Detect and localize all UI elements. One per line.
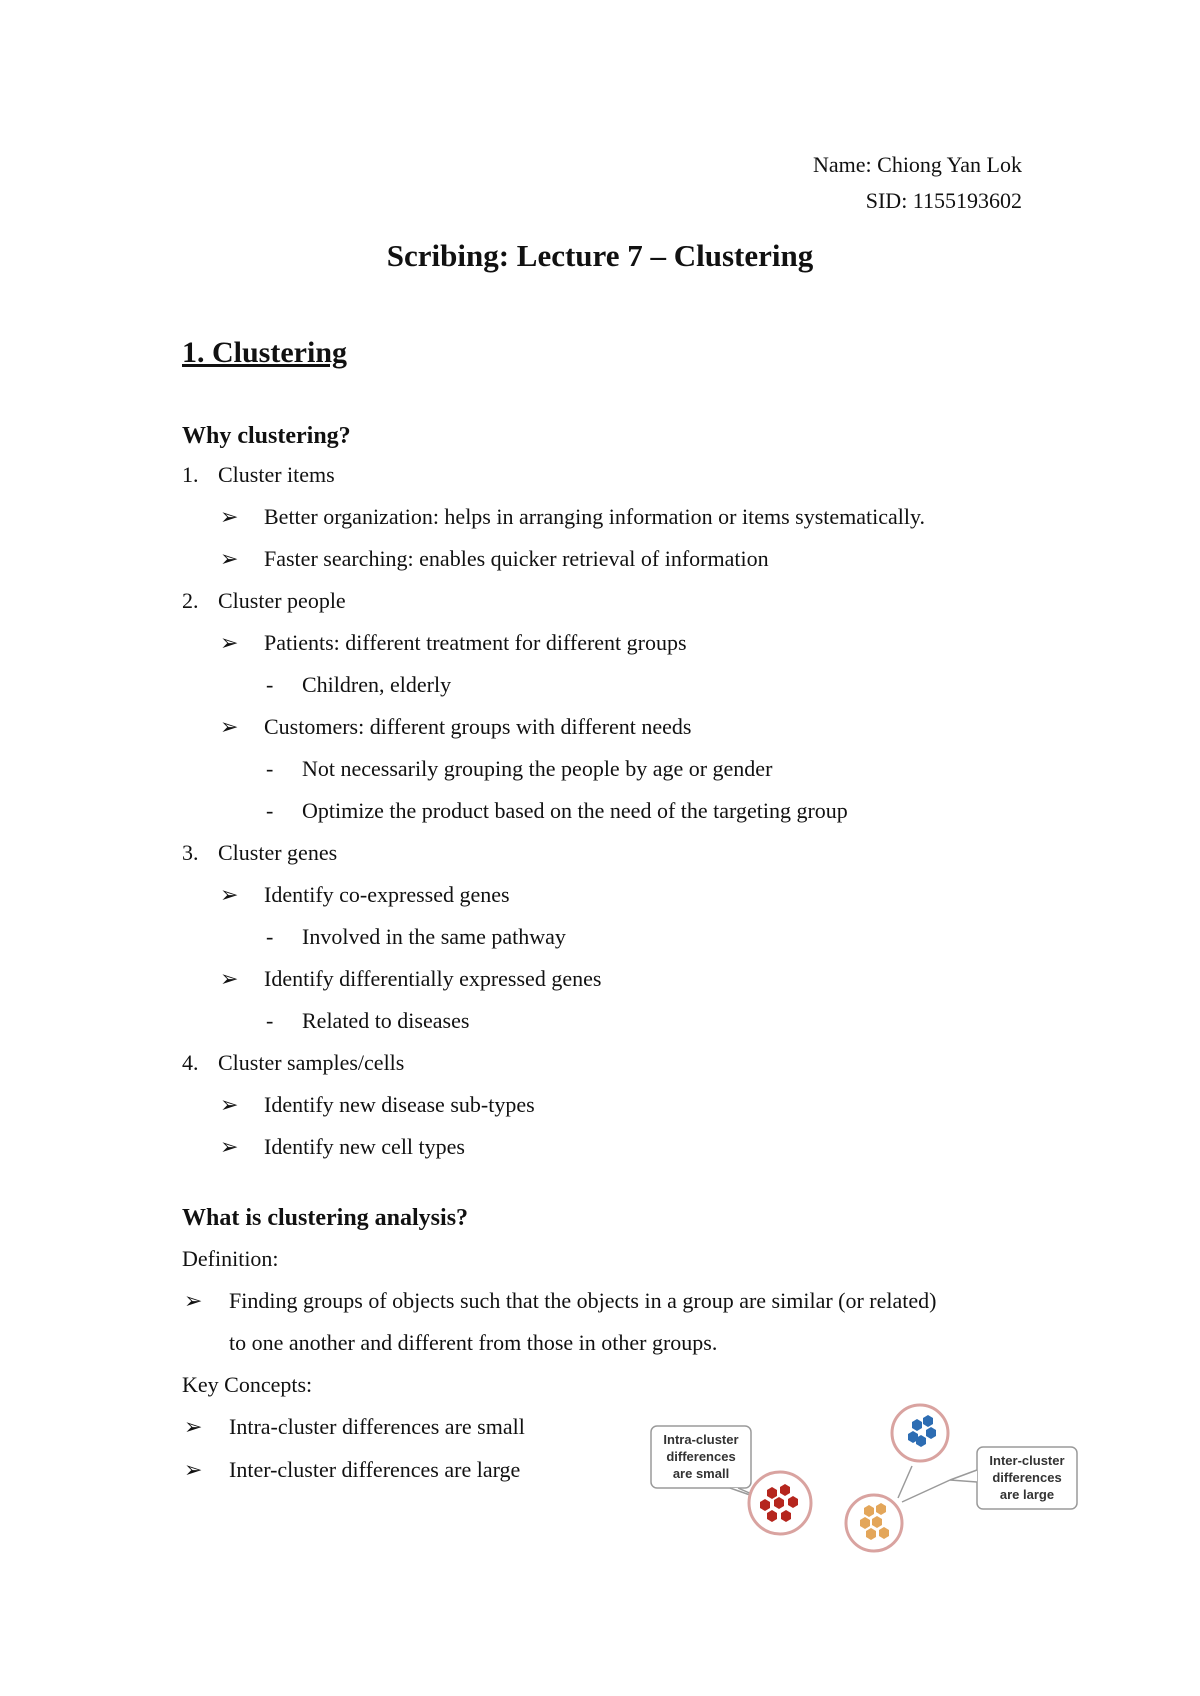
page-title: Scribing: Lecture 7 – Clustering <box>386 238 814 273</box>
arrowhead-bullet-icon: ➢ <box>184 1414 203 1439</box>
key-concepts-label: Key Concepts: <box>182 1372 313 1397</box>
arrowhead-bullet-icon: ➢ <box>220 966 239 991</box>
sub-bullet-point: Children, elderly <box>302 672 452 697</box>
bullet-point: Faster searching: enables quicker retrieval of information <box>264 546 769 571</box>
dash-bullet-icon: - <box>266 672 274 697</box>
definition-text-continued: to one another and different from those in other groups. <box>229 1330 718 1355</box>
why-heading: Why clustering? <box>182 423 351 449</box>
bullet-point: Customers: different groups with different needs <box>264 714 692 739</box>
analysis-heading: What is clustering analysis? <box>182 1205 469 1231</box>
list-number: 3. <box>182 840 199 865</box>
definition-label: Definition: <box>182 1246 279 1271</box>
red-cluster <box>749 1472 811 1534</box>
bullet-point: Better organization: helps in arranging information or items systematically. <box>264 504 926 529</box>
list-number: 4. <box>182 1050 199 1075</box>
dash-bullet-icon: - <box>266 756 274 781</box>
author-name: Name: Chiong Yan Lok <box>813 152 1022 177</box>
arrowhead-bullet-icon: ➢ <box>220 1092 239 1117</box>
list-item-label: Cluster items <box>218 462 335 487</box>
dash-bullet-icon: - <box>266 1008 274 1033</box>
arrowhead-bullet-icon: ➢ <box>220 504 239 529</box>
bullet-point: Identify co-expressed genes <box>264 882 510 907</box>
key-concept: Inter-cluster differences are large <box>229 1457 521 1482</box>
inter-callout-line: are large <box>999 1487 1055 1502</box>
bullet-point: Identify new cell types <box>264 1134 465 1159</box>
bullet-point: Identify new disease sub-types <box>264 1092 535 1117</box>
inter-callout-line: Inter-cluster <box>989 1453 1065 1468</box>
dash-bullet-icon: - <box>266 924 274 949</box>
clustering-diagram <box>650 1402 1080 1567</box>
list-item-label: Cluster people <box>218 588 346 613</box>
sub-bullet-point: Optimize the product based on the need of the targeting group <box>302 798 848 823</box>
sub-bullet-point: Not necessarily grouping the people by age or gender <box>302 756 773 781</box>
arrowhead-bullet-icon: ➢ <box>220 1134 239 1159</box>
list-item-label: Cluster samples/cells <box>218 1050 405 1075</box>
key-concept: Intra-cluster differences are small <box>229 1414 525 1439</box>
sub-bullet-point: Involved in the same pathway <box>302 924 566 949</box>
arrowhead-bullet-icon: ➢ <box>184 1288 203 1313</box>
list-number: 2. <box>182 588 199 613</box>
arrowhead-bullet-icon: ➢ <box>220 882 239 907</box>
intra-callout-line: are small <box>672 1466 730 1481</box>
arrowhead-bullet-icon: ➢ <box>220 714 239 739</box>
inter-callout-line: differences <box>992 1470 1062 1485</box>
intra-callout-line: Intra-cluster <box>663 1432 739 1447</box>
section-heading: 1. Clustering <box>182 336 347 369</box>
orange-cluster <box>846 1495 902 1551</box>
dash-bullet-icon: - <box>266 798 274 823</box>
arrowhead-bullet-icon: ➢ <box>220 546 239 571</box>
student-id: SID: 1155193602 <box>865 188 1022 213</box>
definition-text: Finding groups of objects such that the objects in a group are similar (or related) <box>229 1288 937 1313</box>
arrowhead-bullet-icon: ➢ <box>184 1457 203 1482</box>
sub-bullet-point: Related to diseases <box>302 1008 470 1033</box>
list-number: 1. <box>182 462 199 487</box>
bullet-point: Patients: different treatment for different groups <box>264 630 687 655</box>
list-item-label: Cluster genes <box>218 840 338 865</box>
intra-callout-line: differences <box>666 1449 736 1464</box>
arrowhead-bullet-icon: ➢ <box>220 630 239 655</box>
blue-cluster <box>892 1405 948 1461</box>
bullet-point: Identify differentially expressed genes <box>264 966 602 991</box>
